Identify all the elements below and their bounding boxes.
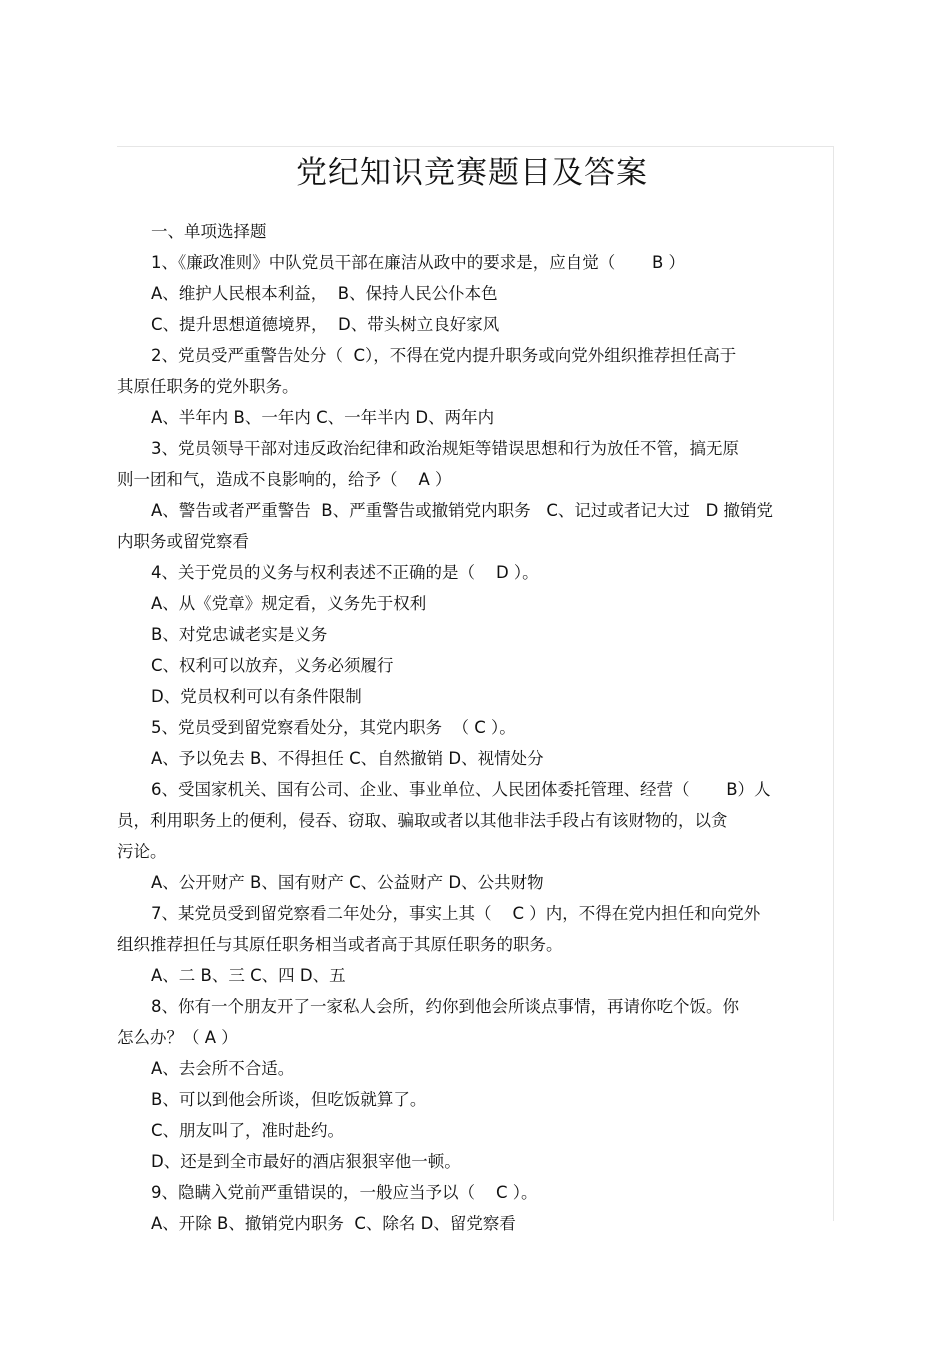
text-line: 8、你有一个朋友开了一家私人会所，约你到他会所谈点事情，再请你吃个饭。你 (151, 997, 739, 1016)
text-line: C、朋友叫了，准时赴约。 (151, 1121, 345, 1140)
text-line: A、公开财产 B、国有财产 C、公益财产 D、公共财物 (151, 873, 544, 892)
text-line: A、半年内 B、一年内 C、一年半内 D、两年内 (151, 408, 495, 427)
text-line: A、开除 B、撤销党内职务 C、除名 D、留党察看 (151, 1214, 516, 1233)
text-line: 怎么办？（ A ） (117, 1028, 238, 1047)
text-line: A、去会所不合适。 (151, 1059, 295, 1078)
text-line: 组织推荐担任与其原任职务相当或者高于其原任职务的职务。 (117, 935, 563, 954)
text-line: A、维护人民根本利益， B、保持人民公仆本色 (151, 284, 498, 303)
text-line: 则一团和气，造成不良影响的，给予（ A ） (117, 470, 452, 489)
text-line: 2、党员受严重警告处分（ C），不得在党内提升职务或向党外组织推荐担任高于 (151, 346, 737, 365)
text-line: 员，利用职务上的便利，侵吞、窃取、骗取或者以其他非法手段占有该财物的，以贪 (117, 811, 728, 830)
text-line: A、予以免去 B、不得担任 C、自然撤销 D、视情处分 (151, 749, 544, 768)
text-line: B、可以到他会所谈，但吃饭就算了。 (151, 1090, 427, 1109)
text-line: C、权利可以放弃，义务必须履行 (151, 656, 394, 675)
text-line: 污论。 (117, 842, 167, 861)
text-line: A、从《党章》规定看，义务先于权利 (151, 594, 427, 613)
text-line: 内职务或留党察看 (117, 532, 249, 551)
page-title: 党纪知识竞赛题目及答案 (296, 155, 648, 191)
text-line: 1、《廉政准则》中队党员干部在廉洁从政中的要求是，应自觉（ B ） (151, 253, 686, 272)
text-line: 9、隐瞒入党前严重错误的，一般应当予以（ C ）。 (151, 1183, 538, 1202)
text-line: D、党员权利可以有条件限制 (151, 687, 362, 706)
text-line: D、还是到全市最好的酒店狠狠宰他一顿。 (151, 1152, 461, 1171)
text-line: 3、党员领导干部对违反政治纪律和政治规矩等错误思想和行为放任不管，搞无原 (151, 439, 739, 458)
text-line: B、对党忠诚老实是义务 (151, 625, 328, 644)
text-line: 6、受国家机关、国有公司、企业、事业单位、人民团体委托管理、经营（ B）人 (151, 780, 771, 799)
text-line: 5、党员受到留党察看处分，其党内职务 （ C ）。 (151, 718, 516, 737)
text-line: 4、关于党员的义务与权利表述不正确的是（ D ）。 (151, 563, 539, 582)
text-line: C、提升思想道德境界， D、带头树立良好家风 (151, 315, 500, 334)
text-line: 一、单项选择题 (151, 222, 267, 241)
document-body (117, 216, 833, 1239)
text-line: 其原任职务的党外职务。 (117, 377, 299, 396)
text-line: A、二 B、三 C、四 D、五 (151, 966, 346, 985)
text-line: 7、某党员受到留党察看二年处分，事实上其（ C ）内，不得在党内担任和向党外 (151, 904, 761, 923)
text-line: A、警告或者严重警告 B、严重警告或撤销党内职务 C、记过或者记大过 D 撤销党 (151, 501, 774, 520)
